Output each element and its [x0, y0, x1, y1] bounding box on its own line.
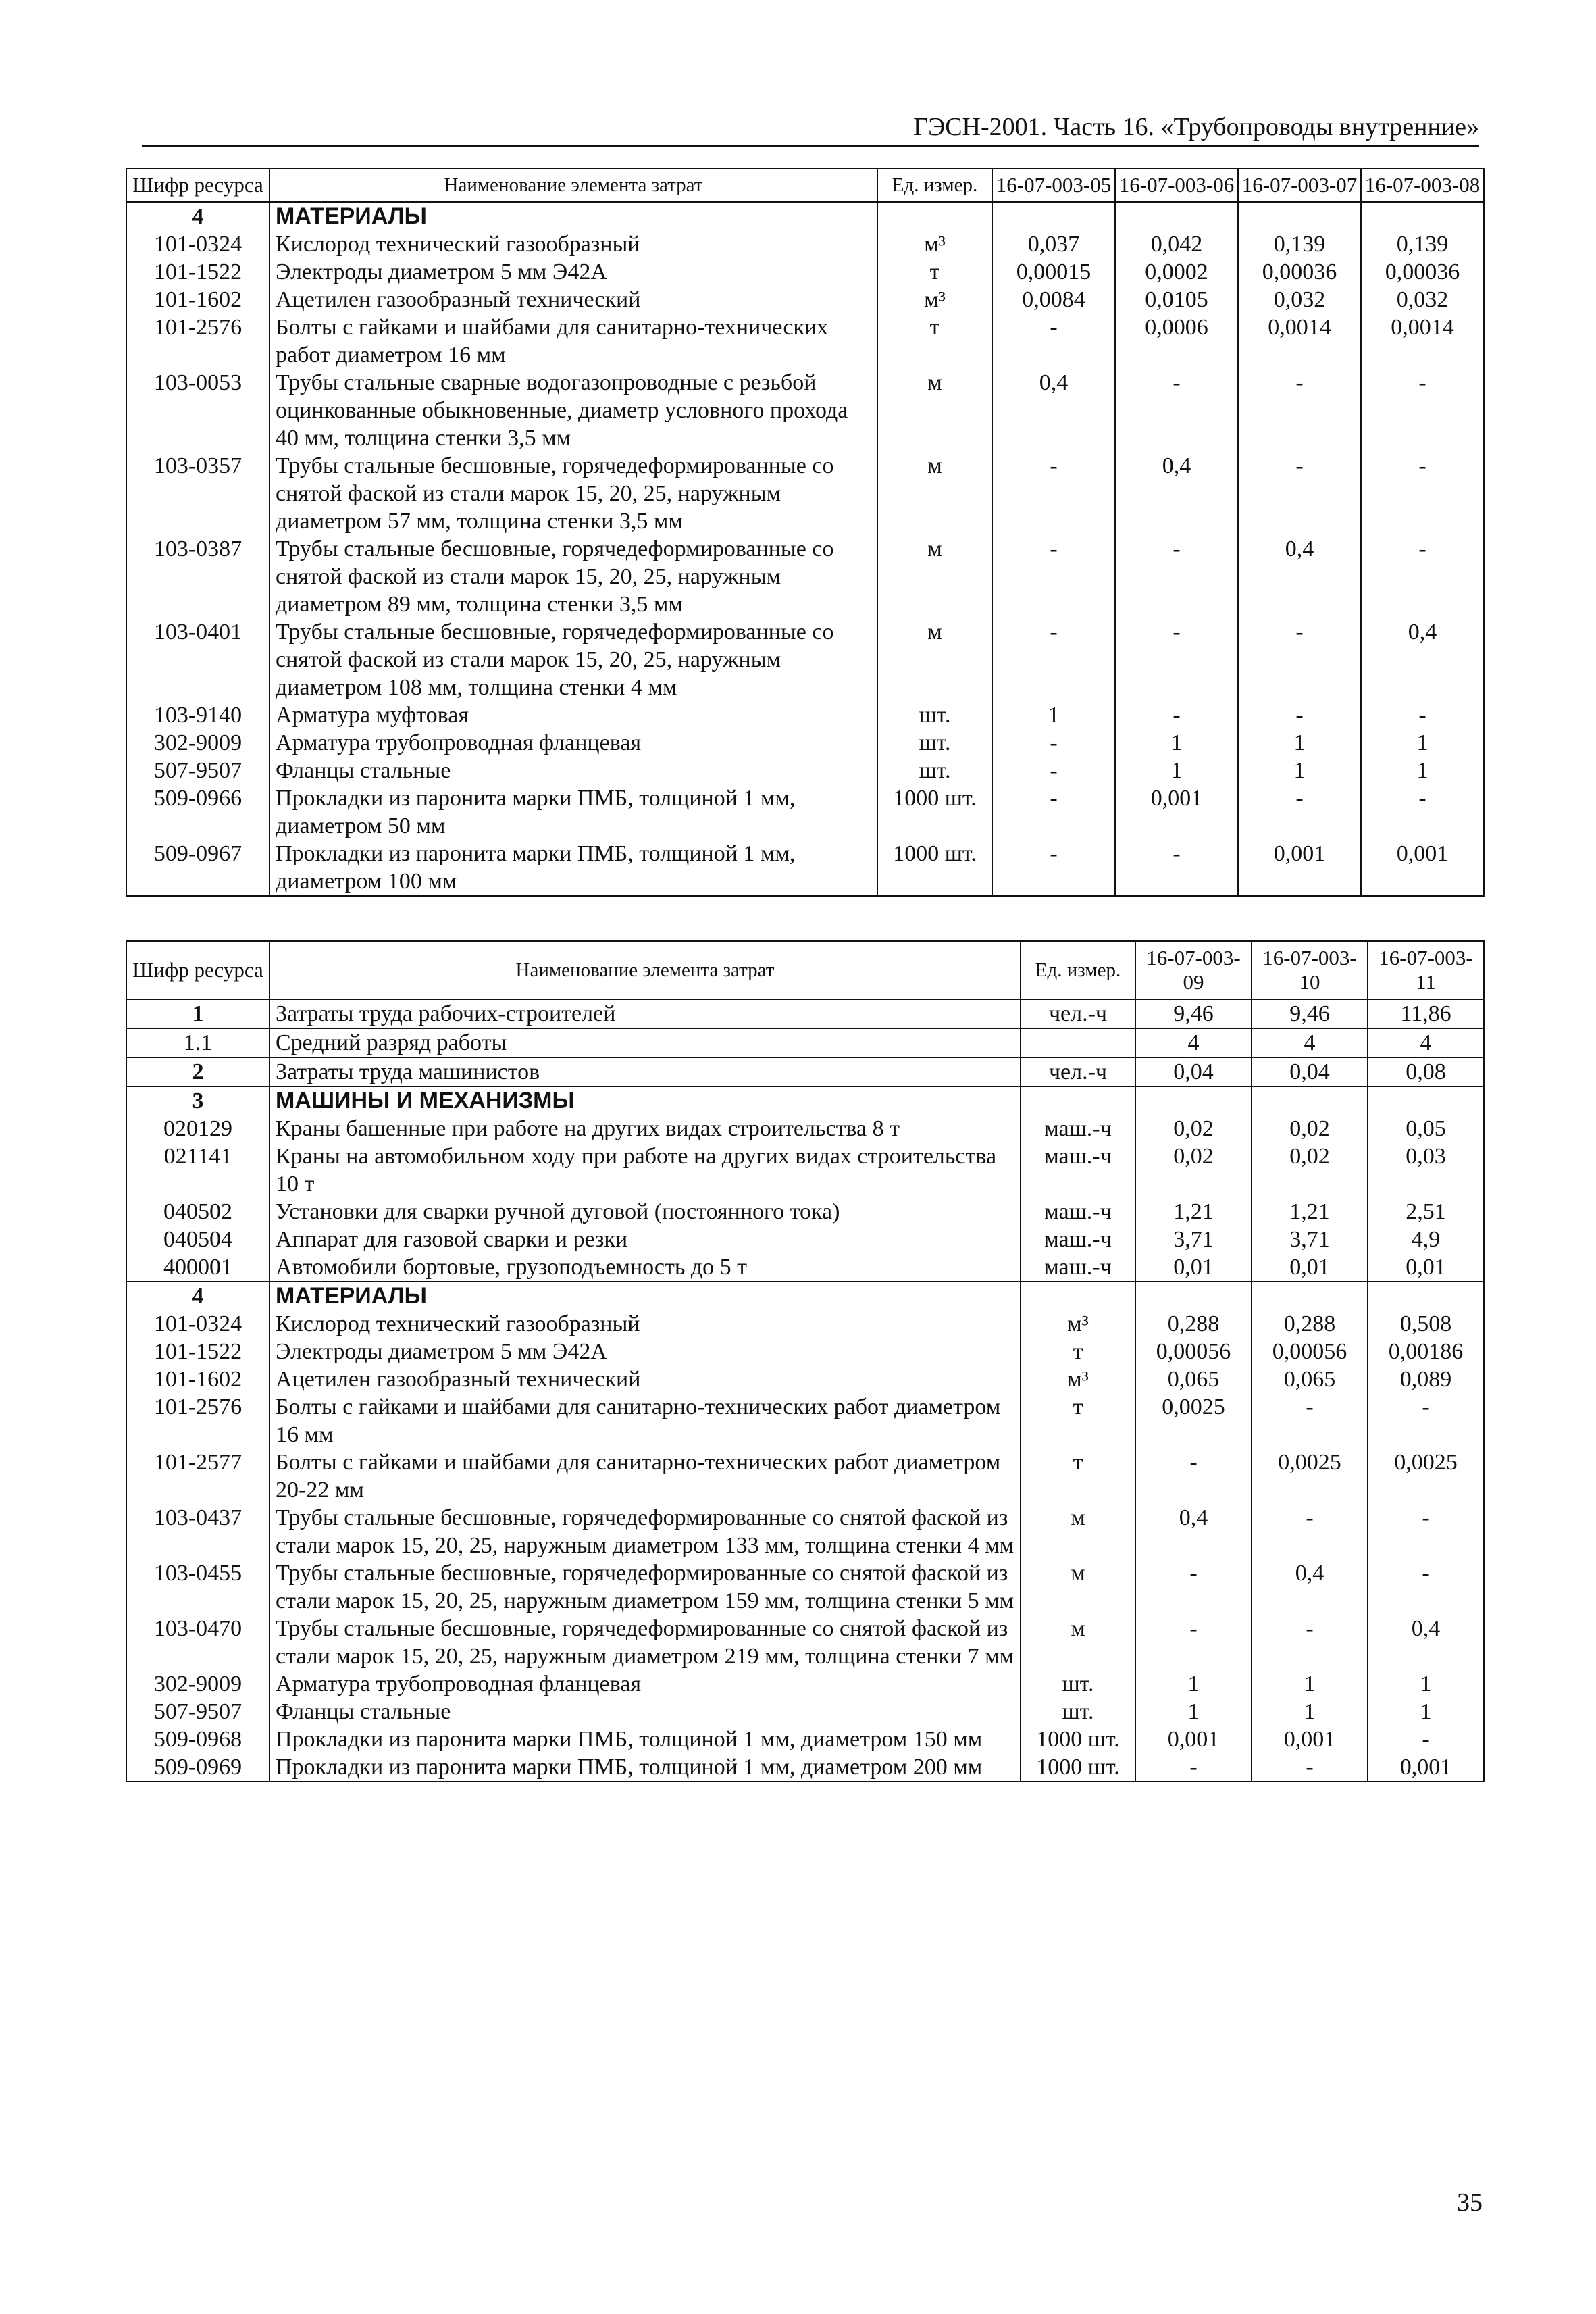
value-cell: - [992, 729, 1115, 757]
cost-element-name: Электроды диаметром 5 мм Э42А [269, 258, 877, 286]
value-cell: - [1361, 535, 1484, 618]
table-header-row [126, 168, 1484, 202]
cost-element-name: Арматура трубопроводная фланцевая [269, 729, 877, 757]
value-cell: 0,0084 [992, 286, 1115, 313]
table-row [126, 535, 1484, 618]
unit-cell: м [1021, 1504, 1135, 1559]
cost-element-name: МАТЕРИАЛЫ [269, 1282, 1021, 1310]
value-cell: 0,065 [1135, 1365, 1252, 1393]
value-cell: 0,03 [1368, 1142, 1484, 1198]
resource-code: 101-0324 [126, 1310, 269, 1338]
value-cell: 1 [1135, 1670, 1252, 1698]
table-row [126, 1226, 1484, 1253]
header-col: 16-07-003-07 [1238, 168, 1361, 202]
table-body [126, 999, 1484, 1782]
header-col: 16-07-003-11 [1368, 941, 1484, 999]
resource-code: 101-0324 [126, 230, 269, 258]
unit-cell [877, 202, 992, 230]
value-cell: - [1361, 701, 1484, 729]
cost-element-name: Прокладки из паронита марки ПМБ, толщиной 1 мм, диаметром 150 мм [269, 1726, 1021, 1753]
value-cell: 0,0002 [1115, 258, 1238, 286]
value-cell: - [1238, 369, 1361, 452]
unit-cell: шт. [1021, 1698, 1135, 1726]
table-row [126, 757, 1484, 784]
value-cell [1361, 202, 1484, 230]
value-cell: 0,01 [1368, 1253, 1484, 1282]
page-number: 35 [1457, 2188, 1483, 2217]
resource-code: 103-0437 [126, 1504, 269, 1559]
value-cell: - [992, 840, 1115, 896]
estimate-table-2 [126, 940, 1485, 1782]
value-cell: 1 [1115, 729, 1238, 757]
value-cell: 0,4 [1252, 1559, 1368, 1615]
value-cell [992, 202, 1115, 230]
table-header-row [126, 941, 1484, 999]
value-cell: - [992, 535, 1115, 618]
unit-cell: м³ [1021, 1365, 1135, 1393]
table-row [126, 1057, 1484, 1086]
resource-code: 101-1602 [126, 286, 269, 313]
value-cell: 1 [1238, 757, 1361, 784]
unit-cell: т [1021, 1338, 1135, 1365]
resource-code: 020129 [126, 1115, 269, 1142]
table-row [126, 1449, 1484, 1504]
unit-cell: т [1021, 1449, 1135, 1504]
value-cell: 0,00036 [1238, 258, 1361, 286]
value-cell: - [1252, 1753, 1368, 1782]
value-cell: 9,46 [1135, 999, 1252, 1028]
unit-cell: чел.-ч [1021, 1057, 1135, 1086]
value-cell: 0,00056 [1252, 1338, 1368, 1365]
cost-element-name: Трубы стальные бесшовные, горячедеформированные со снятой фаской из стали марок 15, 20, 25, наружным диаметром 219 мм, толщина стенки 7 мм [269, 1615, 1021, 1670]
value-cell: 9,46 [1252, 999, 1368, 1028]
value-cell: - [992, 313, 1115, 369]
value-cell: - [992, 452, 1115, 535]
value-cell: 0,508 [1368, 1310, 1484, 1338]
unit-cell: т [877, 313, 992, 369]
resource-code: 507-9507 [126, 757, 269, 784]
cost-element-name: Прокладки из паронита марки ПМБ, толщиной 1 мм, диаметром 100 мм [269, 840, 877, 896]
unit-cell: м [877, 618, 992, 701]
resource-code: 4 [126, 1282, 269, 1310]
cost-element-name: МАТЕРИАЛЫ [269, 202, 877, 230]
value-cell: - [1361, 452, 1484, 535]
value-cell: 0,04 [1252, 1057, 1368, 1086]
value-cell: 0,04 [1135, 1057, 1252, 1086]
resource-code: 101-1602 [126, 1365, 269, 1393]
table-row [126, 1253, 1484, 1282]
value-cell: 0,08 [1368, 1057, 1484, 1086]
value-cell: 0,139 [1361, 230, 1484, 258]
value-cell: 1 [1115, 757, 1238, 784]
resource-code: 021141 [126, 1142, 269, 1198]
value-cell: 3,71 [1252, 1226, 1368, 1253]
resource-code: 1 [126, 999, 269, 1028]
cost-element-name: Прокладки из паронита марки ПМБ, толщиной 1 мм, диаметром 50 мм [269, 784, 877, 840]
table-row [126, 1615, 1484, 1670]
value-cell: - [1368, 1393, 1484, 1449]
unit-cell: маш.-ч [1021, 1142, 1135, 1198]
value-cell: - [1115, 840, 1238, 896]
value-cell: 1 [1368, 1698, 1484, 1726]
unit-cell: м³ [877, 230, 992, 258]
value-cell: - [1115, 369, 1238, 452]
table-row [126, 1142, 1484, 1198]
value-cell: 0,4 [1115, 452, 1238, 535]
unit-cell: 1000 шт. [877, 784, 992, 840]
cost-element-name: Установки для сварки ручной дуговой (постоянного тока) [269, 1198, 1021, 1226]
header-col: 16-07-003-06 [1115, 168, 1238, 202]
table-row [126, 729, 1484, 757]
cost-element-name: Средний разряд работы [269, 1028, 1021, 1057]
resource-code: 509-0966 [126, 784, 269, 840]
value-cell: - [1135, 1559, 1252, 1615]
table-row [126, 618, 1484, 701]
value-cell: 0,089 [1368, 1365, 1484, 1393]
value-cell: 0,0025 [1135, 1393, 1252, 1449]
header-name: Наименование элемента затрат [269, 168, 877, 202]
table-row [126, 1753, 1484, 1782]
cost-element-name: Трубы стальные бесшовные, горячедеформированные со снятой фаской из стали марок 15, 20, 25, наружным диаметром 133 мм, толщина стенки 4 мм [269, 1504, 1021, 1559]
value-cell: 0,02 [1135, 1142, 1252, 1198]
value-cell: - [1368, 1726, 1484, 1753]
value-cell: 0,0014 [1361, 313, 1484, 369]
value-cell: 1 [1252, 1670, 1368, 1698]
value-cell: 0,001 [1252, 1726, 1368, 1753]
table-row [126, 1726, 1484, 1753]
header-col: 16-07-003-08 [1361, 168, 1484, 202]
unit-cell: чел.-ч [1021, 999, 1135, 1028]
value-cell: - [1252, 1504, 1368, 1559]
value-cell: 0,001 [1135, 1726, 1252, 1753]
table-row [126, 258, 1484, 286]
resource-code: 2 [126, 1057, 269, 1086]
cost-element-name: Краны башенные при работе на других видах строительства 8 т [269, 1115, 1021, 1142]
value-cell [1368, 1282, 1484, 1310]
unit-cell [1021, 1028, 1135, 1057]
value-cell [1115, 202, 1238, 230]
value-cell: - [1135, 1449, 1252, 1504]
value-cell: 0,00056 [1135, 1338, 1252, 1365]
value-cell: 0,0006 [1115, 313, 1238, 369]
estimate-table-1 [126, 168, 1485, 897]
cost-element-name: Трубы стальные бесшовные, горячедеформированные со снятой фаской из стали марок 15, 20, 25, наружным диаметром 89 мм, толщина стенки 3,5 мм [269, 535, 877, 618]
value-cell: 0,001 [1115, 784, 1238, 840]
header-col: 16-07-003-05 [992, 168, 1115, 202]
resource-code: 101-1522 [126, 1338, 269, 1365]
value-cell: 0,139 [1238, 230, 1361, 258]
value-cell: 0,0105 [1115, 286, 1238, 313]
unit-cell: м [877, 535, 992, 618]
resource-code: 509-0967 [126, 840, 269, 896]
value-cell: 1 [992, 701, 1115, 729]
value-cell: - [992, 618, 1115, 701]
value-cell: - [1368, 1504, 1484, 1559]
unit-cell: 1000 шт. [1021, 1726, 1135, 1753]
cost-element-name: Трубы стальные бесшовные, горячедеформированные со снятой фаской из стали марок 15, 20, 25, наружным диаметром 159 мм, толщина стенки 5 мм [269, 1559, 1021, 1615]
table-row [126, 784, 1484, 840]
value-cell: 0,4 [1361, 618, 1484, 701]
value-cell: - [1238, 618, 1361, 701]
cost-element-name: Затраты труда рабочих-строителей [269, 999, 1021, 1028]
resource-code: 103-0053 [126, 369, 269, 452]
unit-cell: м³ [1021, 1310, 1135, 1338]
unit-cell: т [877, 258, 992, 286]
table-row [126, 313, 1484, 369]
resource-code: 103-0401 [126, 618, 269, 701]
value-cell: 0,0014 [1238, 313, 1361, 369]
cost-element-name: Аппарат для газовой сварки и резки [269, 1226, 1021, 1253]
value-cell: 0,288 [1135, 1310, 1252, 1338]
resource-code: 507-9507 [126, 1698, 269, 1726]
header-unit: Ед. измер. [877, 168, 992, 202]
value-cell: 0,00036 [1361, 258, 1484, 286]
value-cell: 11,86 [1368, 999, 1484, 1028]
header-name: Наименование элемента затрат [269, 941, 1021, 999]
value-cell: 4 [1135, 1028, 1252, 1057]
header-code: Шифр ресурса [126, 168, 269, 202]
value-cell: 0,01 [1252, 1253, 1368, 1282]
value-cell: 1,21 [1135, 1198, 1252, 1226]
cost-element-name: МАШИНЫ И МЕХАНИЗМЫ [269, 1086, 1021, 1115]
value-cell: 0,02 [1135, 1115, 1252, 1142]
page-header: ГЭСН-2001. Часть 16. «Трубопроводы внутренние» [913, 113, 1479, 141]
value-cell: 3,71 [1135, 1226, 1252, 1253]
value-cell: - [1252, 1615, 1368, 1670]
cost-element-name: Трубы стальные бесшовные, горячедеформированные со снятой фаской из стали марок 15, 20, 25, наружным диаметром 57 мм, толщина стенки 3,5 мм [269, 452, 877, 535]
table-row [126, 999, 1484, 1028]
section-row [126, 202, 1484, 230]
unit-cell: м [1021, 1615, 1135, 1670]
cost-element-name: Краны на автомобильном ходу при работе на других видах строительства 10 т [269, 1142, 1021, 1198]
table-row [126, 230, 1484, 258]
value-cell: - [1368, 1559, 1484, 1615]
section-row [126, 1282, 1484, 1310]
value-cell: 0,001 [1238, 840, 1361, 896]
value-cell: 0,05 [1368, 1115, 1484, 1142]
value-cell: 1 [1368, 1670, 1484, 1698]
value-cell: 0,4 [992, 369, 1115, 452]
resource-code: 103-9140 [126, 701, 269, 729]
value-cell: 0,0025 [1252, 1449, 1368, 1504]
header-rule [142, 145, 1479, 147]
table-row [126, 840, 1484, 896]
unit-cell: шт. [1021, 1670, 1135, 1698]
table-row [126, 1393, 1484, 1449]
value-cell: 2,51 [1368, 1198, 1484, 1226]
cost-element-name: Затраты труда машинистов [269, 1057, 1021, 1086]
resource-code: 101-2576 [126, 313, 269, 369]
cost-element-name: Арматура трубопроводная фланцевая [269, 1670, 1021, 1698]
cost-element-name: Фланцы стальные [269, 757, 877, 784]
table-row [126, 1559, 1484, 1615]
table-row [126, 1115, 1484, 1142]
value-cell: 0,065 [1252, 1365, 1368, 1393]
value-cell: 0,001 [1361, 840, 1484, 896]
value-cell: 0,00015 [992, 258, 1115, 286]
section-row [126, 1086, 1484, 1115]
value-cell [1135, 1086, 1252, 1115]
cost-element-name: Трубы стальные сварные водогазопроводные с резьбой оцинкованные обыкновенные, диаметр условного прохода 40 мм, толщина стенки 3,5 мм [269, 369, 877, 452]
resource-code: 040502 [126, 1198, 269, 1226]
unit-cell: м [877, 452, 992, 535]
resource-code: 302-9009 [126, 1670, 269, 1698]
value-cell: 0,037 [992, 230, 1115, 258]
value-cell: 1 [1361, 729, 1484, 757]
resource-code: 101-2577 [126, 1449, 269, 1504]
unit-cell: маш.-ч [1021, 1226, 1135, 1253]
value-cell: - [1252, 1393, 1368, 1449]
resource-code: 400001 [126, 1253, 269, 1282]
value-cell: - [992, 784, 1115, 840]
table-row [126, 452, 1484, 535]
resource-code: 103-0455 [126, 1559, 269, 1615]
header-unit: Ед. измер. [1021, 941, 1135, 999]
value-cell: - [1115, 618, 1238, 701]
value-cell: 0,4 [1368, 1615, 1484, 1670]
value-cell: - [1115, 535, 1238, 618]
value-cell: 0,4 [1135, 1504, 1252, 1559]
value-cell: 1 [1361, 757, 1484, 784]
value-cell: 1 [1135, 1698, 1252, 1726]
cost-element-name: Ацетилен газообразный технический [269, 286, 877, 313]
table-row [126, 701, 1484, 729]
table-body [126, 202, 1484, 896]
cost-element-name: Болты с гайками и шайбами для санитарно-технических работ диаметром 20-22 мм [269, 1449, 1021, 1504]
cost-element-name: Автомобили бортовые, грузоподъемность до 5 т [269, 1253, 1021, 1282]
table-row [126, 286, 1484, 313]
unit-cell: 1000 шт. [877, 840, 992, 896]
unit-cell: м [1021, 1559, 1135, 1615]
table-row [126, 1698, 1484, 1726]
table-row [126, 1504, 1484, 1559]
value-cell: 0,02 [1252, 1115, 1368, 1142]
unit-cell: маш.-ч [1021, 1253, 1135, 1282]
unit-cell: т [1021, 1393, 1135, 1449]
resource-code: 103-0357 [126, 452, 269, 535]
cost-element-name: Кислород технический газообразный [269, 1310, 1021, 1338]
table-row [126, 1028, 1484, 1057]
table-row [126, 1338, 1484, 1365]
value-cell: - [1238, 784, 1361, 840]
value-cell: - [1238, 701, 1361, 729]
value-cell: 0,032 [1361, 286, 1484, 313]
value-cell: 1 [1238, 729, 1361, 757]
header-col: 16-07-003-09 [1135, 941, 1252, 999]
value-cell: 0,02 [1252, 1142, 1368, 1198]
unit-cell: м [877, 369, 992, 452]
resource-code: 103-0470 [126, 1615, 269, 1670]
value-cell [1252, 1282, 1368, 1310]
table-row [126, 1365, 1484, 1393]
value-cell [1368, 1086, 1484, 1115]
cost-element-name: Трубы стальные бесшовные, горячедеформированные со снятой фаской из стали марок 15, 20, 25, наружным диаметром 108 мм, толщина стенки 4 мм [269, 618, 877, 701]
resource-code: 3 [126, 1086, 269, 1115]
value-cell: 4 [1368, 1028, 1484, 1057]
value-cell: 0,001 [1368, 1753, 1484, 1782]
resource-code: 101-1522 [126, 258, 269, 286]
value-cell: 1 [1252, 1698, 1368, 1726]
cost-element-name: Ацетилен газообразный технический [269, 1365, 1021, 1393]
value-cell: 0,01 [1135, 1253, 1252, 1282]
cost-element-name: Болты с гайками и шайбами для санитарно-технических работ диаметром 16 мм [269, 313, 877, 369]
unit-cell: м³ [877, 286, 992, 313]
resource-code: 509-0968 [126, 1726, 269, 1753]
value-cell: - [1238, 452, 1361, 535]
table-row [126, 1670, 1484, 1698]
value-cell: 0,00186 [1368, 1338, 1484, 1365]
value-cell: - [1361, 369, 1484, 452]
header-code: Шифр ресурса [126, 941, 269, 999]
cost-element-name: Арматура муфтовая [269, 701, 877, 729]
resource-code: 4 [126, 202, 269, 230]
cost-element-name: Электроды диаметром 5 мм Э42А [269, 1338, 1021, 1365]
value-cell: 0,4 [1238, 535, 1361, 618]
table-row [126, 369, 1484, 452]
table-row [126, 1310, 1484, 1338]
value-cell: - [1135, 1615, 1252, 1670]
value-cell: 0,042 [1115, 230, 1238, 258]
resource-code: 103-0387 [126, 535, 269, 618]
unit-cell: шт. [877, 729, 992, 757]
value-cell: 1,21 [1252, 1198, 1368, 1226]
unit-cell [1021, 1282, 1135, 1310]
value-cell: 0,0025 [1368, 1449, 1484, 1504]
value-cell: - [1115, 701, 1238, 729]
header-col: 16-07-003-10 [1252, 941, 1368, 999]
value-cell: 0,288 [1252, 1310, 1368, 1338]
value-cell: 4 [1252, 1028, 1368, 1057]
resource-code: 1.1 [126, 1028, 269, 1057]
value-cell [1135, 1282, 1252, 1310]
resource-code: 101-2576 [126, 1393, 269, 1449]
value-cell [1252, 1086, 1368, 1115]
unit-cell: шт. [877, 701, 992, 729]
unit-cell: маш.-ч [1021, 1198, 1135, 1226]
value-cell [1238, 202, 1361, 230]
resource-code: 509-0969 [126, 1753, 269, 1782]
cost-element-name: Болты с гайками и шайбами для санитарно-технических работ диаметром 16 мм [269, 1393, 1021, 1449]
value-cell: 0,032 [1238, 286, 1361, 313]
unit-cell: шт. [877, 757, 992, 784]
value-cell: - [1361, 784, 1484, 840]
value-cell: - [1135, 1753, 1252, 1782]
value-cell: - [992, 757, 1115, 784]
cost-element-name: Прокладки из паронита марки ПМБ, толщиной 1 мм, диаметром 200 мм [269, 1753, 1021, 1782]
table-row [126, 1198, 1484, 1226]
unit-cell [1021, 1086, 1135, 1115]
unit-cell: 1000 шт. [1021, 1753, 1135, 1782]
cost-element-name: Фланцы стальные [269, 1698, 1021, 1726]
value-cell: 4,9 [1368, 1226, 1484, 1253]
resource-code: 040504 [126, 1226, 269, 1253]
resource-code: 302-9009 [126, 729, 269, 757]
cost-element-name: Кислород технический газообразный [269, 230, 877, 258]
unit-cell: маш.-ч [1021, 1115, 1135, 1142]
